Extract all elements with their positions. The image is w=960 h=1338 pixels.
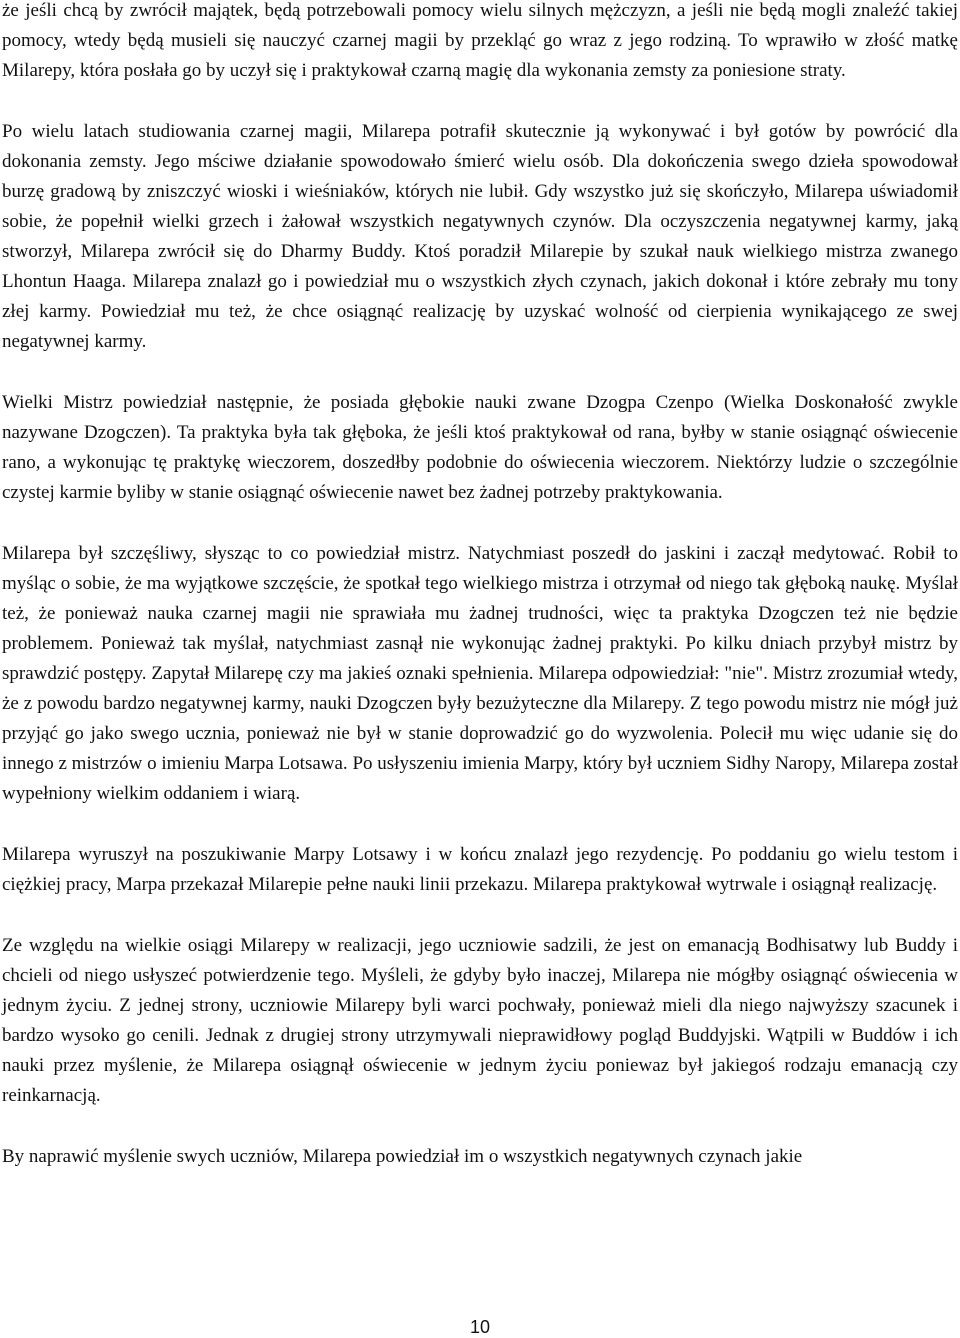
paragraph-5: Milarepa wyruszył na poszukiwanie Marpy Lotsawy i w końcu znalazł jego rezydencję. Po poddaniu go wielu testom i ciężkiej pracy, Marpa przekazał Milarepie pełne nauki linii przekazu. Milarepa praktykował wytrwale i osiągnął realizację.	[2, 844, 958, 895]
paragraph-7: By naprawić myślenie swych uczniów, Milarepa powiedział im o wszystkich negatywnych czynach jakie	[2, 1146, 803, 1167]
paragraph-3: Wielki Mistrz powiedział następnie, że posiada głębokie nauki zwane Dzogpa Czenpo (Wielka Doskonałość zwykle nazywane Dzogczen). Ta praktyka była tak głęboka, że jeśli ktoś praktykował od rana, byłby w stanie osiągnąć oświecenie rano, a wykonując tę praktykę wieczorem, doszedłby podobnie do oświecenia wieczorem. Niektórzy ludzie o szczególnie czystej karmie byliby w stanie osiągnąć oświecenie nawet bez żadnej potrzeby praktykowania.	[2, 392, 958, 503]
document-page	[2, 0, 958, 1336]
page-number: 10	[469, 1317, 491, 1337]
paragraph-2: Po wielu latach studiowania czarnej magii, Milarepa potrafił skutecznie ją wykonywać i był gotów by powrócić dla dokonania zemsty. Jego mściwe działanie spowodowało śmierć wielu osób. Dla dokończenia swego dzieła spowodował burzę gradową by zniszczyć wioski i wieśniaków, których nie lubił. Gdy wszystko już się skończyło, Milarepa uświadomił sobie, że popełnił wielki grzech i żałował wszystkich negatywnych czynów. Dla oczyszczenia negatywnej karmy, jaką stworzył, Milarepa zwrócił się do Dharmy Buddy. Ktoś poradził Milarepie by szukał nauk wielkiego mistrza zwanego Lhontun Haaga. Milarepa znalazł go i powiedział mu o wszystkich złych czynach, jakich dokonał i które zebrały mu tony złej karmy. Powiedział mu też, że chce osiągnąć realizację by uzyskać wolność od cierpienia wynikającego ze swej negatywnej karmy.	[2, 121, 958, 352]
paragraph-4: Milarepa był szczęśliwy, słysząc to co powiedział mistrz. Natychmiast poszedł do jaskini i zaczął medytować. Robił to myśląc o sobie, że ma wyjątkowe szczęście, że spotkał tego wielkiego mistrza i otrzymał od niego tak głęboką naukę. Myślał też, że ponieważ nauka czarnej magii nie sprawiała mu żadnej trudności, więc ta praktyka Dzogczen też nie będzie problemem. Ponieważ tak myślał, natychmiast zasnął nie wykonując żadnej praktyki. Po kilku dniach przybył mistrz by sprawdzić postępy. Zapytał Milarepę czy ma jakieś oznaki spełnienia. Milarepa odpowiedział: "nie". Mistrz zrozumiał wtedy, że z powodu bardzo negatywnej karmy, nauki Dzogczen były bezużyteczne dla Milarepy. Z tego powodu mistrz nie mógł już przyjąć go jako swego ucznia, ponieważ nie był w stanie doprowadzić go do wyzwolenia. Polecił mu więc udanie się do innego z mistrzów o imieniu Marpa Lotsawa. Po usłyszeniu imienia Marpy, który był uczniem Sidhy Naropy, Milarepa został wypełniony wielkim oddaniem i wiarą.	[2, 543, 958, 804]
paragraph-6: Ze względu na wielkie osiągi Milarepy w realizacji, jego uczniowie sadzili, że jest on emanacją Bodhisatwy lub Buddy i chcieli od niego usłyszeć potwierdzenie tego. Myśleli, że gdyby było inaczej, Milarepa nie mógłby osiągnąć oświecenia w jednym życiu. Z jednej strony, uczniowie Milarepy byli warci pochwały, ponieważ mieli dla niego najwyższy szacunek i bardzo wysoko go cenili. Jednak z drugiej strony utrzymywali nieprawidłowy pogląd Buddyjski. Wątpili w Buddów i ich nauki przez myślenie, że Milarepa osiągnął oświecenie w jednym życiu poniewaz był jakiegoś rodzaju emanacją czy reinkarnacją.	[2, 935, 958, 1106]
document-body	[2, 0, 958, 1172]
paragraph-1: że jeśli chcą by zwrócił majątek, będą potrzebowali pomocy wielu silnych mężczyzn, a jeśli nie będą mogli znaleźć takiej pomocy, wtedy będą musieli się nauczyć czarnej magii by przekląć go wraz z jego rodziną. To wprawiło w złość matkę Milarepy, która posłała go by uczył się i praktykował czarną magię dla wykonania zemsty za poniesione straty.	[2, 0, 958, 81]
